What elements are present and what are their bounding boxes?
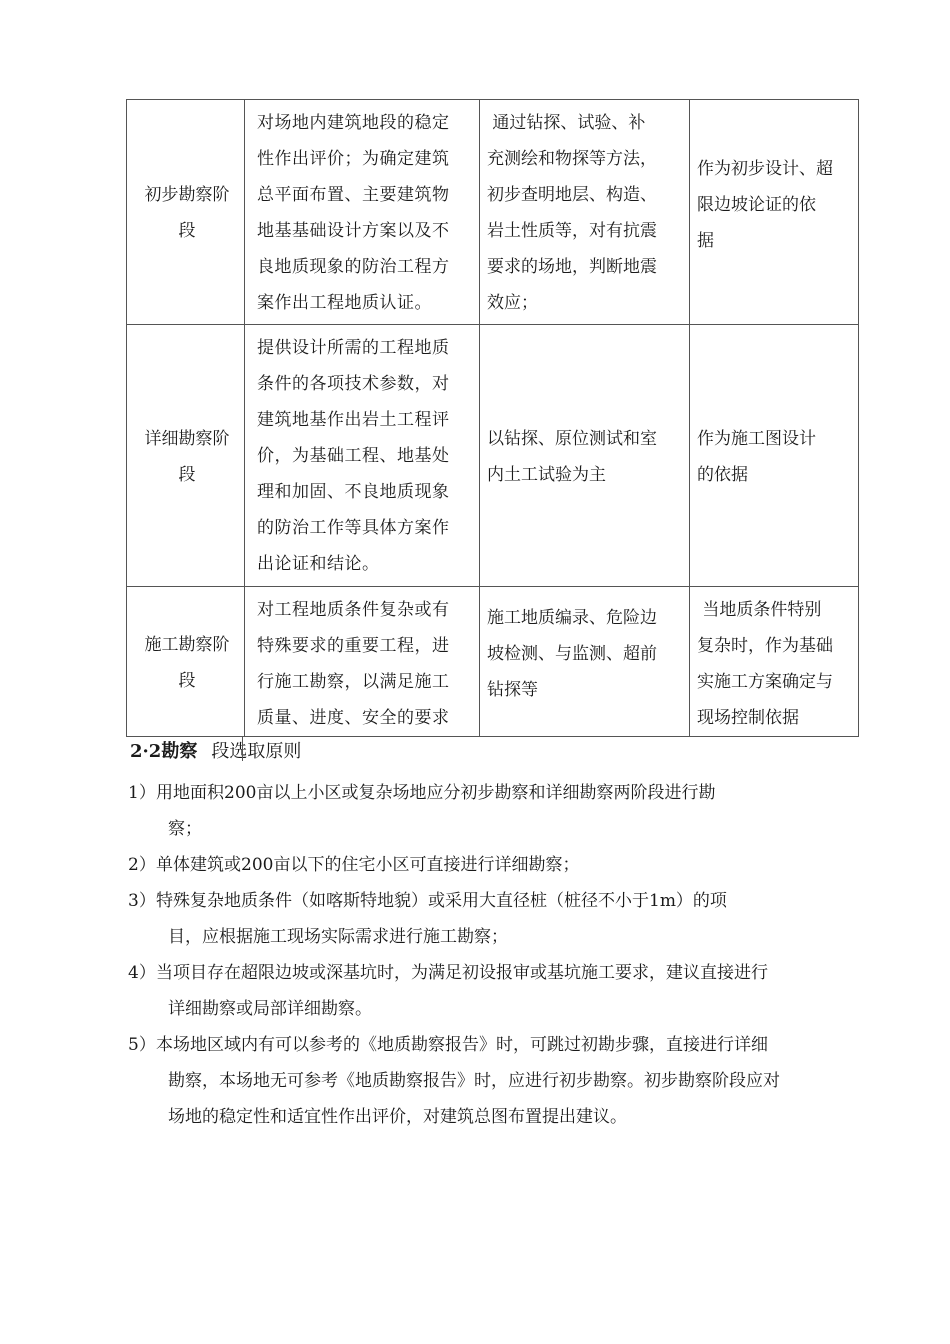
table-cell-usage bbox=[697, 592, 857, 736]
table-cell-method bbox=[487, 105, 687, 321]
list-item bbox=[128, 883, 868, 955]
list-item bbox=[128, 955, 868, 1027]
cell-text: 理和加固、不良地质现象 bbox=[257, 482, 450, 502]
cell-text: 初步查明地层、构造、 bbox=[487, 185, 657, 205]
column-divider bbox=[479, 100, 480, 736]
table-cell-stage bbox=[137, 421, 237, 493]
cell-text: 出论证和结论。 bbox=[257, 554, 380, 574]
table-cell-stage bbox=[137, 627, 237, 699]
cell-text: 建筑地基作出岩土工程评 bbox=[257, 410, 450, 430]
cell-text: 坡检测、与监测、超前 bbox=[487, 644, 657, 664]
list-item-text: 详细勘察或局部详细勘察。 bbox=[168, 999, 372, 1019]
cell-text: 实施工方案确定与 bbox=[697, 672, 833, 692]
cell-text: 施工地质编录、危险边 bbox=[487, 608, 657, 628]
cell-text: 提供设计所需的工程地质 bbox=[257, 338, 450, 358]
list-item-number: 4） bbox=[128, 963, 156, 983]
list-item-number: 2） bbox=[128, 855, 156, 875]
list-item-text: 单体建筑或200亩以下的住宅小区可直接进行详细勘察； bbox=[156, 855, 580, 875]
row-divider bbox=[127, 324, 858, 325]
cell-text: 施工勘察阶 bbox=[144, 635, 230, 655]
cell-text: 良地质现象的防治工程方 bbox=[257, 257, 450, 277]
cell-text: 现场控制依据 bbox=[697, 708, 799, 728]
list-item-text: 用地面积200亩以上小区或复杂场地应分初步勘察和详细勘察两阶段进行勘 bbox=[156, 783, 716, 803]
table-cell-purpose bbox=[257, 330, 477, 582]
list-item-text: 场地的稳定性和适宜性作出评价，对建筑总图布置提出建议。 bbox=[168, 1107, 627, 1127]
table-cell-usage bbox=[697, 421, 857, 493]
cell-text: 总平面布置、主要建筑物 bbox=[257, 185, 450, 205]
cell-text: 作为施工图设计 bbox=[697, 429, 816, 449]
section-title-part: 段选取原则 bbox=[211, 741, 302, 761]
section-title-part: 勘察 bbox=[161, 741, 198, 761]
cell-text: 段 bbox=[178, 221, 196, 241]
cell-text: 详细勘察阶 bbox=[144, 429, 230, 449]
list-item bbox=[128, 775, 868, 847]
list-item-number: 3） bbox=[128, 891, 156, 911]
table-cell-stage bbox=[137, 177, 237, 249]
cell-text: 案作出工程地质认证。 bbox=[257, 293, 432, 313]
list-item bbox=[128, 847, 868, 883]
cell-text: 内土工试验为主 bbox=[487, 465, 606, 485]
table-cell-purpose bbox=[257, 592, 477, 736]
cell-text: 的防治工作等具体方案作 bbox=[257, 518, 450, 538]
section-heading bbox=[130, 737, 301, 761]
cell-text: 效应； bbox=[487, 293, 538, 313]
list-item-text: 本场地区域内有可以参考的《地质勘察报告》时，可跳过初勘步骤，直接进行详细 bbox=[156, 1035, 768, 1055]
list-item-number: 1） bbox=[128, 783, 156, 803]
cell-text: 以钻探、原位测试和室 bbox=[487, 429, 657, 449]
cell-text: 特殊要求的重要工程，进 bbox=[257, 636, 450, 656]
list-item-text: 当项目存在超限边坡或深基坑时，为满足初设报审或基坑施工要求，建议直接进行 bbox=[156, 963, 768, 983]
column-divider bbox=[244, 100, 245, 736]
column-divider bbox=[689, 100, 690, 736]
cell-text: 地基基础设计方案以及不 bbox=[257, 221, 450, 241]
cell-text: 岩土性质等，对有抗震 bbox=[487, 221, 657, 241]
survey-stage-table bbox=[126, 99, 859, 737]
cell-text: 质量、进度、安全的要求 bbox=[257, 708, 450, 728]
cell-text: 行施工勘察，以满足施工 bbox=[257, 672, 450, 692]
cell-text: 价，为基础工程、地基处 bbox=[257, 446, 450, 466]
table-cell-method bbox=[487, 600, 687, 708]
list-item-number: 5） bbox=[128, 1035, 156, 1055]
principle-list bbox=[128, 775, 868, 1135]
list-item-text: 勘察，本场地无可参考《地质勘察报告》时，应进行初步勘察。初步勘察阶段应对 bbox=[168, 1071, 780, 1091]
list-item-text: 目，应根据施工现场实际需求进行施工勘察； bbox=[168, 927, 508, 947]
list-item bbox=[128, 1027, 868, 1135]
cell-text: 要求的场地，判断地震 bbox=[487, 257, 657, 277]
cell-text: 的依据 bbox=[697, 465, 748, 485]
list-item-text: 察； bbox=[168, 819, 202, 839]
section-number: 2·2 bbox=[130, 741, 162, 761]
cell-text: 条件的各项技术参数，对 bbox=[257, 374, 450, 394]
cell-text: 充测绘和物探等方法， bbox=[487, 149, 657, 169]
cell-text: 对场地内建筑地段的稳定 bbox=[257, 113, 450, 133]
table-cell-method bbox=[487, 421, 687, 493]
list-item-text: 特殊复杂地质条件（如喀斯特地貌）或采用大直径桩（桩径不小于1m）的项 bbox=[156, 891, 727, 911]
table-cell-purpose bbox=[257, 105, 477, 321]
cell-text: 通过钻探、试验、补 bbox=[487, 113, 646, 133]
row-divider bbox=[127, 586, 858, 587]
cell-text: 作为初步设计、超 bbox=[697, 159, 833, 179]
cell-text: 当地质条件特别 bbox=[697, 600, 822, 620]
cell-text: 性作出评价；为确定建筑 bbox=[257, 149, 450, 169]
cell-text: 限边坡论证的依 bbox=[697, 195, 816, 215]
cell-text: 初步勘察阶 bbox=[144, 185, 230, 205]
cell-text: 钻探等 bbox=[487, 680, 538, 700]
table-cell-usage bbox=[697, 151, 857, 259]
cell-text: 复杂时，作为基础 bbox=[697, 636, 833, 656]
column-divider-remnant bbox=[242, 737, 243, 761]
cell-text: 据 bbox=[697, 231, 714, 251]
cell-text: 对工程地质条件复杂或有 bbox=[257, 600, 450, 620]
cell-text: 段 bbox=[178, 671, 196, 691]
cell-text: 段 bbox=[178, 465, 196, 485]
